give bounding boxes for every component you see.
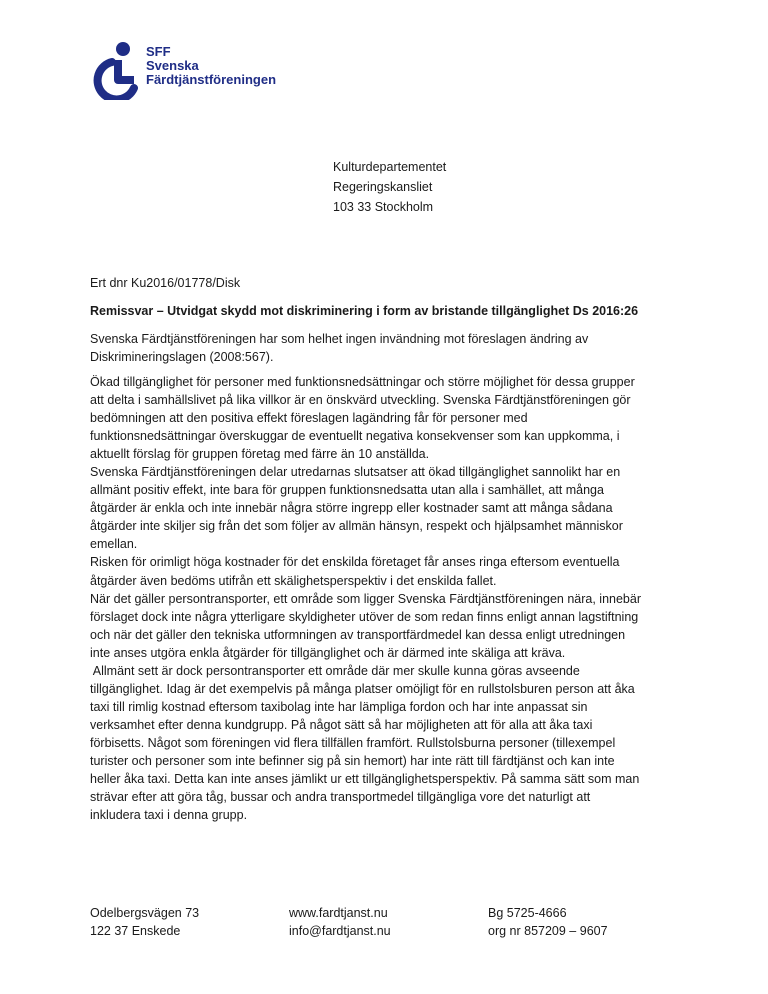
footer-street: Odelbergsvägen 73 xyxy=(90,906,200,920)
footer-address xyxy=(90,904,199,940)
footer-orgnr: org nr 857209 – 9607 xyxy=(488,924,608,938)
subject-heading: Remissvar – Utvidgat skydd mot diskriminering i form av bristande tillgänglighet Ds 2016:26 xyxy=(90,304,639,318)
body-line: förbisetts. Något som föreningen vid flera tillfällen framfört. Rullstolsburna personer (tillexempel xyxy=(90,735,616,750)
body-line: Ökad tillgänglighet för personer med funktionsnedsättningar och större möjlighet för dessa grupper xyxy=(90,375,635,389)
body-line: emellan. xyxy=(90,537,138,552)
logo xyxy=(90,40,280,100)
body-line: allmänt positiv effekt, inte bara för gruppen funktionsnedsatta utan alla i samhället, att många xyxy=(90,483,604,498)
reference-number: Ert dnr Ku2016/01778/Disk xyxy=(90,276,241,290)
footer-registration xyxy=(488,904,608,940)
footer-contact xyxy=(289,904,391,940)
body-line: heller åka taxi. Detta kan inte anses jämlikt ur ett tillgänglighetsperspektiv. På samma sätt som man xyxy=(90,772,640,787)
logo-line-1: SFF xyxy=(146,44,171,59)
body-line: inkludera taxi i denna grupp. xyxy=(90,808,248,823)
logo-line-2: Svenska xyxy=(146,58,199,73)
body-line: åtgärder är enkla och inte innebär några större ingrepp eller kostnader samt att många sådana xyxy=(90,501,613,516)
body-line: funktionsnedsättningar överskuggar de eventuellt negativa konsekvenser som kan uppkomma, i xyxy=(90,429,620,444)
body-line: taxi till rimlig kostnad eftersom taxibolag inte har lämpliga fordon och har inte anpassat sin xyxy=(90,699,588,714)
footer-website-link[interactable]: www.fardtjanst.nu xyxy=(289,906,388,920)
footer-bankgiro: Bg 5725-4666 xyxy=(488,906,567,920)
recipient-address xyxy=(333,157,446,217)
body-line: turister och personer som inte befinner sig på sin hemort) har inte rätt till färdtjänst och kan inte xyxy=(90,753,615,768)
body-line: Allmänt sett är dock persontransporter ett område där mer skulle kunna göras avseende xyxy=(90,663,580,678)
footer-postal: 122 37 Enskede xyxy=(90,924,181,938)
recipient-line-1: Kulturdepartementet xyxy=(333,160,447,174)
body-line: och när det gäller den tekniska utformningen av transportfärdmedel kan dessa enligt utredningen xyxy=(90,627,626,642)
body-text xyxy=(90,373,690,824)
body-line: inte anses utgöra enkla åtgärder för tillgänglighet och är därmed inte skäliga att kräva. xyxy=(90,645,566,660)
body-line: aktuellt förslag för gruppen företag med färre än 10 anställda. xyxy=(90,447,430,462)
intro-paragraph: Svenska Färdtjänstföreningen har som helhet ingen invändning mot föreslagen ändring av Diskrimineringslagen (2008:567). xyxy=(90,332,589,364)
body-line: att delta i samhällslivet på lika villkor är en önskvärd utveckling. Svenska Färdtjänstföreningen gör xyxy=(90,393,631,408)
sff-logo-icon xyxy=(90,40,146,100)
body-line: När det gäller persontransporter, ett område som ligger Svenska Färdtjänstföreningen nära, innebär xyxy=(90,591,641,606)
body-line: bedömningen att den positiva effekt föreslagen lagändring får för personer med xyxy=(90,411,528,426)
body-line: åtgärder inte skiljer sig från det som följer av allmän hänsyn, respekt och hjälpsamhet människor xyxy=(90,519,623,534)
body-line: verksamhet efter denna kundgrupp. På något sätt så har möjligheten att för alla att åka taxi xyxy=(90,717,593,732)
body-line: Risken för orimligt höga kostnader för det enskilda företaget får anses ringa eftersom eventuella xyxy=(90,555,620,570)
body-line: strävar efter att göra tåg, bussar och andra transportmedel tillgängliga vore det naturligt att xyxy=(90,790,591,805)
body-line: tillgänglighet. Idag är det exempelvis på många platser omöjligt för en rullstolsburen person att åka xyxy=(90,681,635,696)
body-line: förslaget dock inte några ytterligare skyldigheter utöver de som redan finns enligt annan lagstiftning xyxy=(90,609,639,624)
recipient-line-2: Regeringskansliet xyxy=(333,180,433,194)
footer-email-link[interactable]: info@fardtjanst.nu xyxy=(289,924,391,938)
recipient-line-3: 103 33 Stockholm xyxy=(333,200,434,214)
logo-line-3: Färdtjänstföreningen xyxy=(146,72,277,87)
body-line: Svenska Färdtjänstföreningen delar utredarnas slutsatser att ökad tillgänglighet sannolikt har en xyxy=(90,465,621,480)
body-line: åtgärder även bedöms utifrån ett skälighetsperspektiv i det enskilda fallet. xyxy=(90,573,497,588)
